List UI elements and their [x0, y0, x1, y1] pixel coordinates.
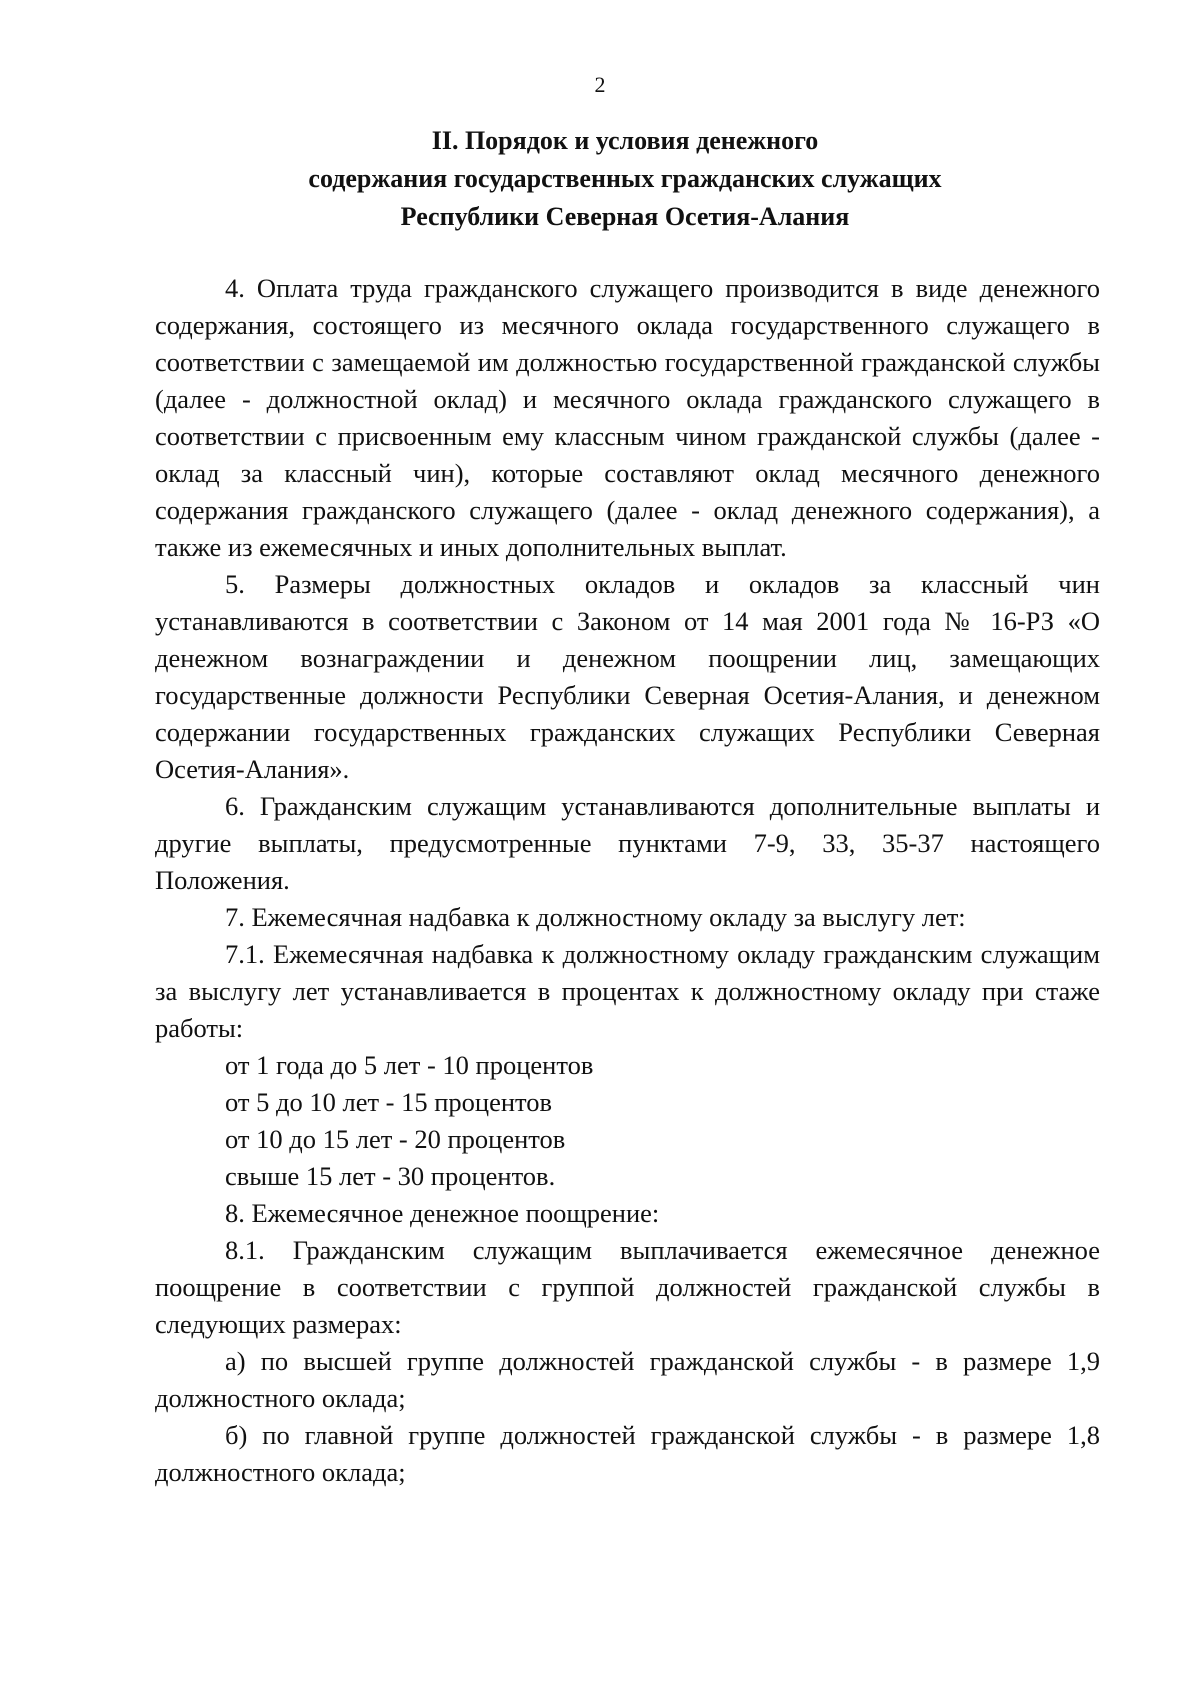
paragraph-a: а) по высшей группе должностей гражданской службы - в размере 1,9 должностного оклада;: [155, 1346, 1100, 1413]
heading-line: Республики Северная Осетия-Алания: [400, 202, 850, 231]
paragraph-5: 5. Размеры должностных окладов и окладов за классный чин устанавливаются в соответствии с Законом от 14 мая 2001 года № 16-РЗ «О денежном вознаграждении и денежном поощрении лиц, замещающих государственные должности Республики Северная Осетия-Алания, и денежном содержании государственных гражданских служащих Республики Северная Осетия-Алания».: [155, 569, 1100, 784]
paragraph-7: 7. Ежемесячная надбавка к должностному окладу за выслугу лет:: [225, 902, 966, 932]
paragraph-6: 6. Гражданским служащим устанавливаются дополнительные выплаты и другие выплаты, предусмотренные пунктами 7-9, 33, 35-37 настоящего Положения.: [155, 791, 1100, 895]
paragraph-b: б) по главной группе должностей гражданской службы - в размере 1,8 должностного оклада;: [155, 1420, 1100, 1487]
paragraph-4: 4. Оплата труда гражданского служащего производится в виде денежного содержания, состоящего из месячного оклада государственного служащего в соответствии с замещаемой им должностью государственной гражданской службы (далее - должностной оклад) и месячного оклада гражданского служащего в соответствии с присвоенным ему классным чином гражданской службы (далее - оклад за классный чин), которые составляют оклад месячного денежного содержания гражданского служащего (далее - оклад денежного содержания), а также из ежемесячных и иных дополнительных выплат.: [155, 273, 1100, 562]
section-heading: [150, 122, 1100, 236]
document-body: [155, 270, 1100, 1491]
seniority-list: [155, 1047, 1100, 1195]
paragraph-8-1: 8.1. Гражданским служащим выплачивается ежемесячное денежное поощрение в соответствии с группой должностей гражданской службы в следующих размерах:: [155, 1235, 1100, 1339]
page-number: 2: [594, 72, 606, 97]
paragraph-8: 8. Ежемесячное денежное поощрение:: [225, 1198, 660, 1228]
paragraph-7-1: 7.1. Ежемесячная надбавка к должностному окладу гражданским служащим за выслугу лет устанавливается в процентах к должностному окладу при стаже работы:: [155, 939, 1100, 1043]
heading-line: II. Порядок и условия денежного: [431, 126, 819, 155]
list-item: свыше 15 лет - 30 процентов.: [225, 1161, 556, 1191]
heading-line: содержания государственных гражданских служащих: [308, 164, 942, 193]
list-item: от 1 года до 5 лет - 10 процентов: [225, 1050, 594, 1080]
list-item: от 10 до 15 лет - 20 процентов: [225, 1124, 566, 1154]
list-item: от 5 до 10 лет - 15 процентов: [225, 1087, 553, 1117]
